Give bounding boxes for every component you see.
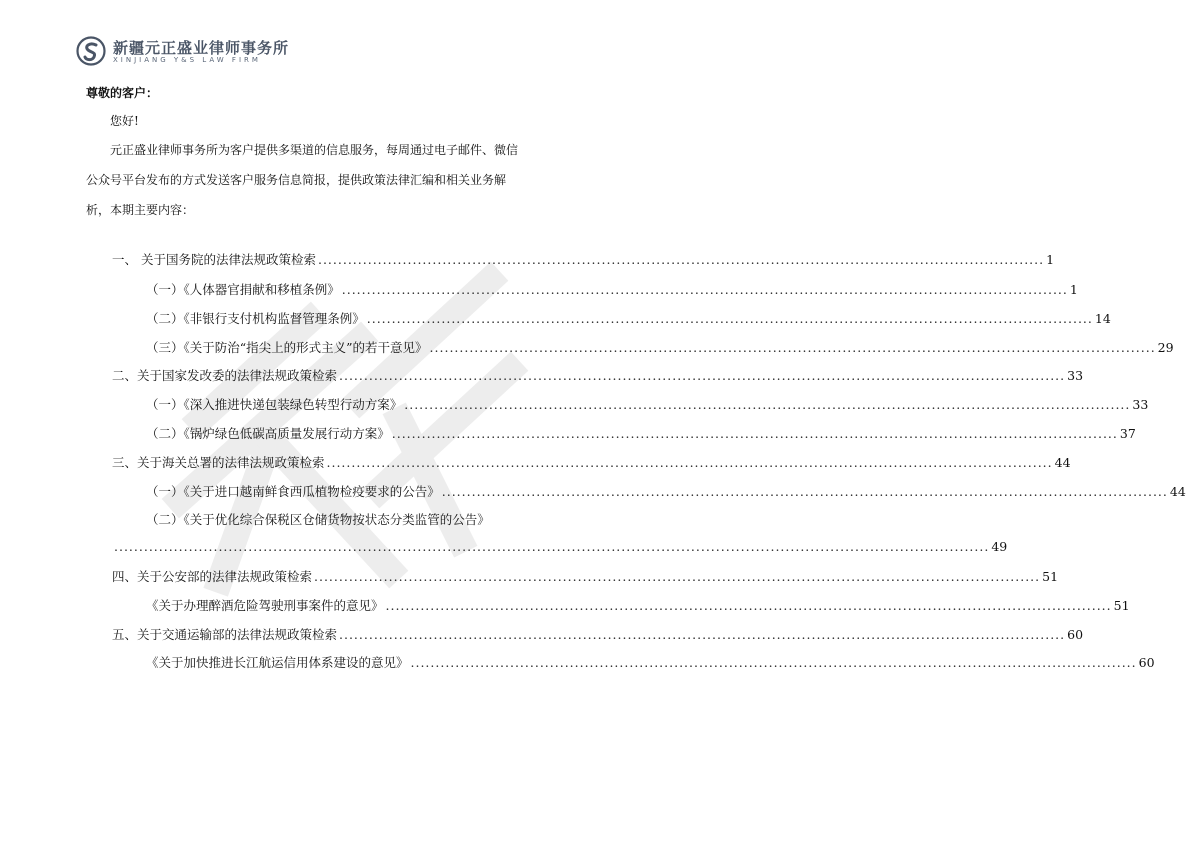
intro-line-1: 元正盛业律师事务所为客户提供多渠道的信息服务，每周通过电子邮件、微信 <box>110 143 519 157</box>
toc-entry[interactable]: 《关于加快推进长江航运信用体系建设的意见》 .................................................................................................................................................. 60 <box>146 655 1155 670</box>
toc-entry[interactable]: 三、关于海关总署的法律法规政策检索 .................................................................................................................................................. 44 <box>112 455 1071 470</box>
intro-line-3: 析，本期主要内容： <box>86 203 195 217</box>
toc-entry-title: 五、关于交通运输部的法律法规政策检索 <box>112 627 338 642</box>
toc-entry-title: （一）《深入推进快递包装绿色转型行动方案》 <box>146 397 403 412</box>
toc-entry-page: 44 <box>1054 455 1071 470</box>
toc-entry[interactable]: ................................................................................................................................................................................ 49 <box>114 539 1008 554</box>
toc-entry-page: 33 <box>1132 397 1149 412</box>
toc-entry-page: 33 <box>1067 368 1084 383</box>
toc-entry-title: （二）《锅炉绿色低碳高质量发展行动方案》 <box>146 426 390 441</box>
intro-line-2: 公众号平台发布的方式发送客户服务信息简报，提供政策法律汇编和相关业务解 <box>86 173 507 187</box>
toc-entry-page: 51 <box>1042 569 1059 584</box>
toc-entry[interactable]: （三）《关于防治“指尖上的形式主义”的若干意见》 .................................................................................................................................................. 29 <box>146 340 1174 355</box>
toc-entry[interactable]: （一）《关于进口越南鲜食西瓜植物检疫要求的公告》 .................................................................................................................................................. 44 <box>146 484 1186 499</box>
toc-entry[interactable]: （二）《锅炉绿色低碳高质量发展行动方案》 .................................................................................................................................................. 37 <box>146 426 1136 441</box>
toc-entry-title: 一、 关于国务院的法律法规政策检索 <box>112 252 316 267</box>
toc-entry-title: （二）《非银行支付机构监督管理条例》 <box>146 311 365 326</box>
toc-entry-page: 37 <box>1119 426 1136 441</box>
greeting: 您好! <box>110 114 139 128</box>
firm-logo-icon <box>76 36 106 66</box>
toc-entry-page: 1 <box>1046 252 1055 267</box>
toc-entry-title: 《关于加快推进长江航运信用体系建设的意见》 <box>146 655 409 670</box>
toc-entry[interactable]: 五、关于交通运输部的法律法规政策检索 .................................................................................................................................................. 60 <box>112 627 1084 642</box>
toc-entry[interactable]: （一）《人体器官捐献和移植条例》 .................................................................................................................................................. 1 <box>146 282 1078 297</box>
toc-entry-page: 29 <box>1157 340 1174 355</box>
toc-entry[interactable]: （一）《深入推进快递包装绿色转型行动方案》 .................................................................................................................................................. 33 <box>146 397 1149 412</box>
salutation: 尊敬的客户： <box>86 86 159 100</box>
toc-entry[interactable]: 一、 关于国务院的法律法规政策检索 .................................................................................................................................................. 1 <box>112 252 1055 267</box>
toc-entry-title: （一）《关于进口越南鲜食西瓜植物检疫要求的公告》 <box>146 484 440 499</box>
toc-entry-title: 《关于办理醉酒危险驾驶刑事案件的意见》 <box>146 598 384 613</box>
toc-entry-title: 三、关于海关总署的法律法规政策检索 <box>112 455 325 470</box>
toc-entry[interactable]: 四、关于公安部的法律法规政策检索 .................................................................................................................................................. 51 <box>112 569 1059 584</box>
toc-entry-title: （一）《人体器官捐献和移植条例》 <box>146 282 340 297</box>
toc-entry-page: 14 <box>1094 311 1111 326</box>
toc-entry[interactable]: （二）《非银行支付机构监督管理条例》 .................................................................................................................................................. 14 <box>146 311 1111 326</box>
toc-entry-page: 60 <box>1067 627 1084 642</box>
toc-entry-title: 四、关于公安部的法律法规政策检索 <box>112 569 313 584</box>
toc-entry-page: 1 <box>1069 282 1078 297</box>
toc-entry-title: 二、关于国家发改委的法律法规政策检索 <box>112 368 338 383</box>
firm-name-cn: 新疆元正盛业律师事务所 <box>113 39 290 57</box>
toc-entry-page: 44 <box>1169 484 1186 499</box>
toc-entry-page: 51 <box>1113 598 1130 613</box>
toc-entry[interactable]: 二、关于国家发改委的法律法规政策检索 .................................................................................................................................................. 33 <box>112 368 1084 383</box>
firm-name-en: XINJIANG Y&S LAW FIRM <box>113 56 261 64</box>
toc-entry-title: （三）《关于防治“指尖上的形式主义”的若干意见》 <box>146 340 428 355</box>
toc-entry[interactable]: 《关于办理醉酒危险驾驶刑事案件的意见》 .................................................................................................................................................. 51 <box>146 598 1130 613</box>
toc-entry-title[interactable]: （二）《关于优化综合保税区仓储货物按状态分类监管的公告》 <box>146 512 490 527</box>
toc-entry-page: 60 <box>1138 655 1155 670</box>
toc-entry-page: 49 <box>991 539 1008 554</box>
